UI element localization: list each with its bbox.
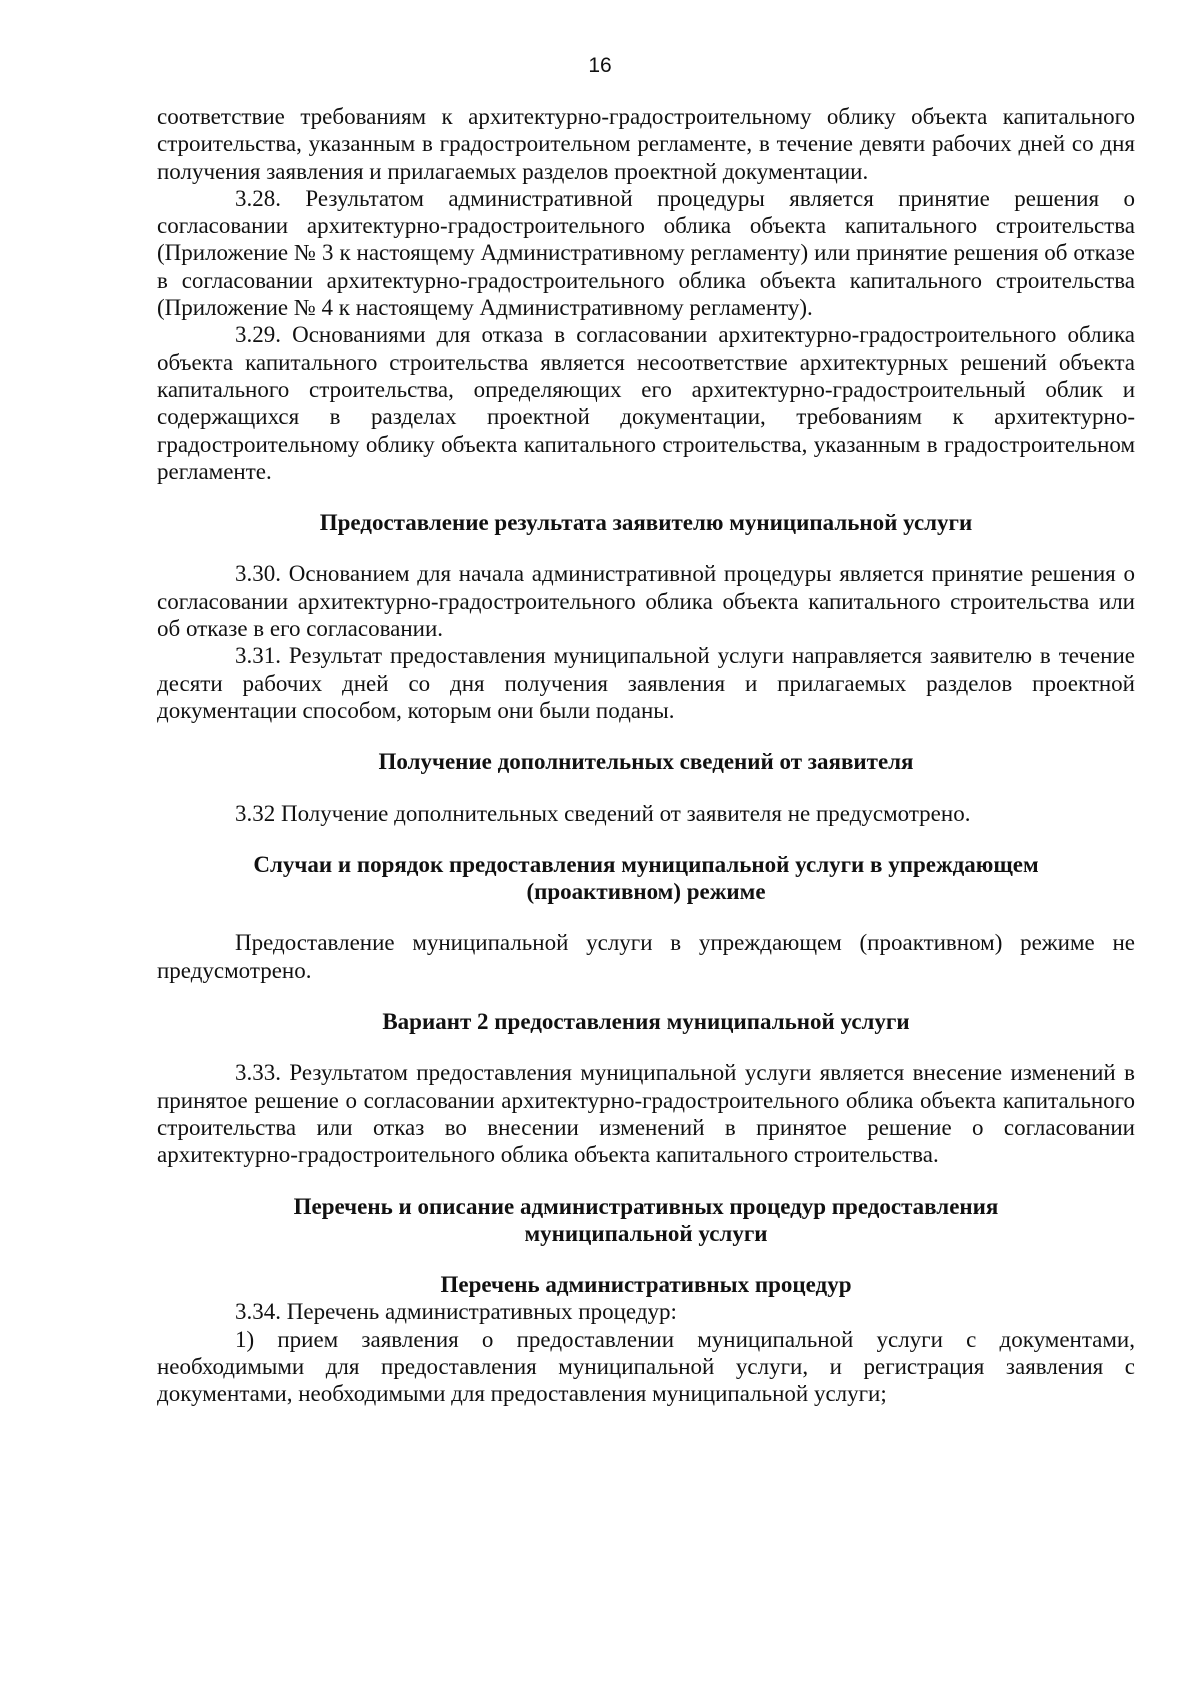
paragraph-3-30: 3.30. Основанием для начала административной процедуры является принятие решения о согласовании архитектурно-градостроительного облика объекта капитального строительства или об отказе в его согласовании. — [157, 561, 1135, 642]
paragraph-3-34: 3.34. Перечень административных процедур: — [235, 1299, 677, 1325]
paragraph-3-28: 3.28. Результатом административной процедуры является принятие решения о согласовании архитектурно-градостроительного облика объекта капитального строительства (Приложение № 3 к настоящему Административному регламенту) или принятие решения об отказе в согласовании архитектурно-градостроительного облика объекта капитального строительства (Приложение № 4 к настоящему Административному регламенту). — [157, 185, 1135, 321]
paragraph-continuation: соответствие требованиям к архитектурно-градостроительному облику объекта капитального строительства, указанным в градостроительном регламенте, в течение девяти рабочих дней со дня получения заявления и прилагаемых разделов проектной документации. — [157, 104, 1135, 184]
section-heading-proactive — [157, 851, 1135, 906]
paragraph-3-34-item-1: 1) прием заявления о предоставлении муниципальной услуги с документами, необходимыми для предоставления муниципальной услуги, и регистрация заявления с документами, необходимыми для предоставления муниципальной услуги; — [157, 1326, 1135, 1407]
heading-line: Случаи и порядок предоставления муниципальной услуги в упреждающем — [253, 851, 1039, 877]
heading-line: Перечень и описание административных процедур предоставления — [293, 1193, 999, 1219]
section-heading-variant-2: Вариант 2 предоставления муниципальной услуги — [382, 1009, 910, 1035]
paragraph-3-33: 3.33. Результатом предоставления муниципальной услуги является внесение изменений в принятое решение о согласовании архитектурно-градостроительного облика объекта капитального строительства или отказ во внесении изменений в принятое решение о согласовании архитектурно-градостроительного облика объекта капитального строительства. — [157, 1060, 1135, 1168]
paragraph-3-31: 3.31. Результат предоставления муниципальной услуги направляется заявителю в течение десяти рабочих дней со дня получения заявления и прилагаемых разделов проектной документации способом, которым они были поданы. — [157, 643, 1135, 723]
section-heading-additional-info: Получение дополнительных сведений от заявителя — [378, 749, 914, 775]
page-number: 16 — [588, 54, 612, 77]
section-heading-result-delivery: Предоставление результата заявителю муниципальной услуги — [319, 510, 973, 536]
heading-line: муниципальной услуги — [524, 1220, 768, 1246]
paragraph-3-32: 3.32 Получение дополнительных сведений от заявителя не предусмотрено. — [235, 800, 971, 826]
paragraph-proactive: Предоставление муниципальной услуги в упреждающем (проактивном) режиме не предусмотрено. — [157, 930, 1135, 983]
document-body — [157, 103, 1135, 1408]
section-heading-procedures-list: Перечень административных процедур — [440, 1272, 852, 1298]
heading-line: (проактивном) режиме — [526, 879, 766, 905]
paragraph-3-29: 3.29. Основаниями для отказа в согласовании архитектурно-градостроительного облика объекта капитального строительства является несоответствие архитектурных решений объекта капитального строительства, определяющих его архитектурно-градостроительный облик и содержащихся в разделах проектной документации, требованиям к архитектурно-градостроительному облику объекта капитального строительства, указанным в градостроительном регламенте. — [157, 322, 1135, 484]
section-heading-procedures-description — [157, 1193, 1135, 1248]
